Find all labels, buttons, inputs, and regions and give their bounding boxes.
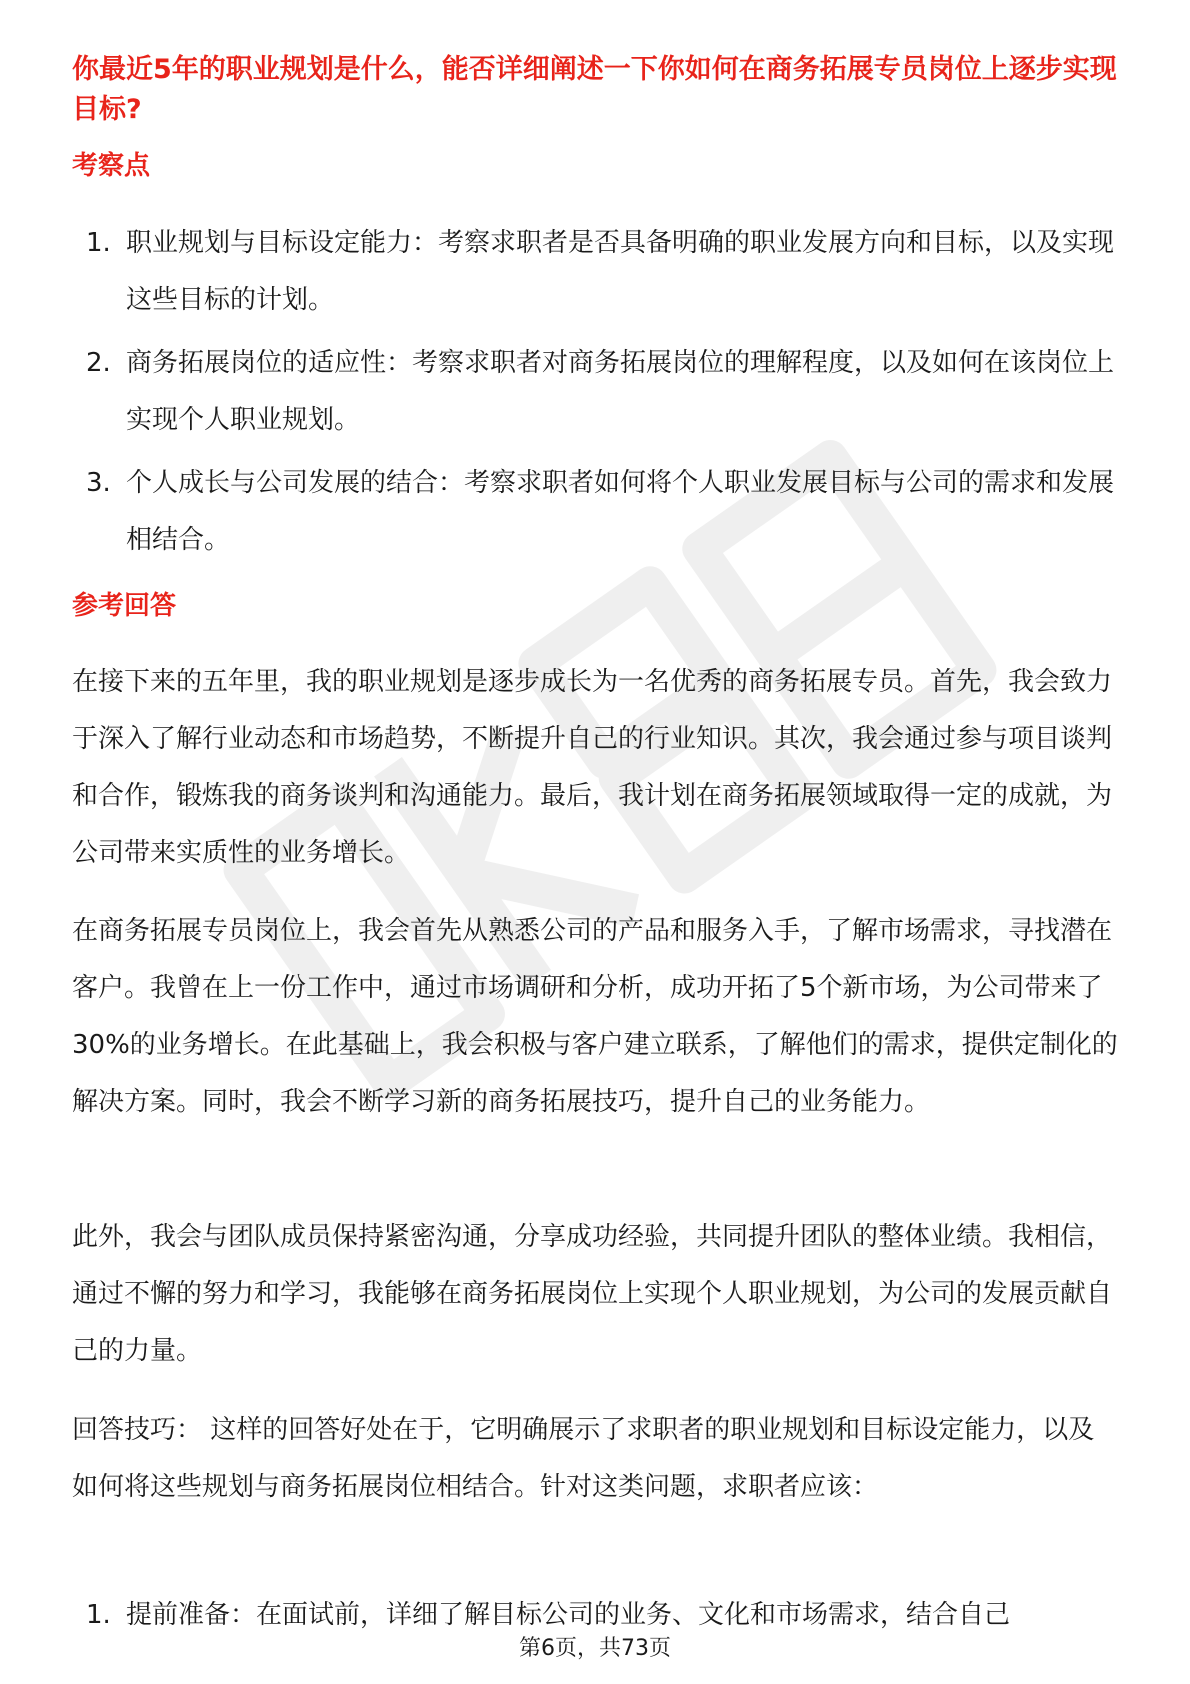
- list-item-text: 个人成长与公司发展的结合：考察求职者如何将个人职业发展目标与公司的需求和发展相结合。: [126, 468, 1115, 555]
- answer-paragraph: 在商务拓展专员岗位上，我会首先从熟悉公司的产品和服务入手，了解市场需求，寻找潜在客户。我曾在上一份工作中，通过市场调研和分析，成功开拓了5个新市场，为公司带来了30%的业务增长。在此基础上，我会积极与客户建立联系，了解他们的需求，提供定制化的解决方案。同时，我会不断学习新的商务拓展技巧，提升自己的业务能力。: [72, 916, 1118, 1117]
- list-item-text: 商务拓展岗位的适应性：考察求职者对商务拓展岗位的理解程度，以及如何在该岗位上实现个人职业规划。: [126, 348, 1115, 435]
- answer-paragraph: 此外，我会与团队成员保持紧密沟通，分享成功经验，共同提升团队的整体业绩。我相信，通过不懈的努力和学习，我能够在商务拓展岗位上实现个人职业规划，为公司的发展贡献自己的力量。: [72, 1222, 1113, 1366]
- list-item-text: 提前准备：在面试前，详细了解目标公司的业务、文化和市场需求，结合自己: [126, 1600, 1011, 1630]
- list-item-number: 3.: [86, 468, 111, 498]
- key-points-list: [72, 215, 1118, 575]
- question-title: 你最近5年的职业规划是什么，能否详细阐述一下你如何在商务拓展专员岗位上逐步实现目标?: [72, 54, 1117, 125]
- list-item-text: 职业规划与目标设定能力：考察求职者是否具备明确的职业发展方向和目标，以及实现这些目标的计划。: [126, 228, 1115, 315]
- page-number: 第6页，共73页: [519, 1636, 671, 1661]
- key-points-heading: 考察点: [72, 151, 151, 181]
- list-item-number: 2.: [86, 348, 111, 378]
- list-item: [72, 335, 1118, 449]
- list-item: [72, 455, 1118, 569]
- answer-paragraph: 在接下来的五年里，我的职业规划是逐步成长为一名优秀的商务拓展专员。首先，我会致力于深入了解行业动态和市场趋势，不断提升自己的行业知识。其次，我会通过参与项目谈判和合作，锻炼我的商务谈判和沟通能力。最后，我计划在商务拓展领域取得一定的成就，为公司带来实质性的业务增长。: [72, 667, 1113, 868]
- tips-paragraph: 回答技巧： 这样的回答好处在于，它明确展示了求职者的职业规划和目标设定能力，以及如何将这些规划与商务拓展岗位相结合。针对这类问题，求职者应该：: [72, 1415, 1095, 1502]
- list-item: [72, 215, 1118, 329]
- list-item-number: 1.: [86, 1600, 111, 1630]
- list-item-number: 1.: [86, 228, 111, 258]
- reference-answer-heading: 参考回答: [72, 591, 177, 621]
